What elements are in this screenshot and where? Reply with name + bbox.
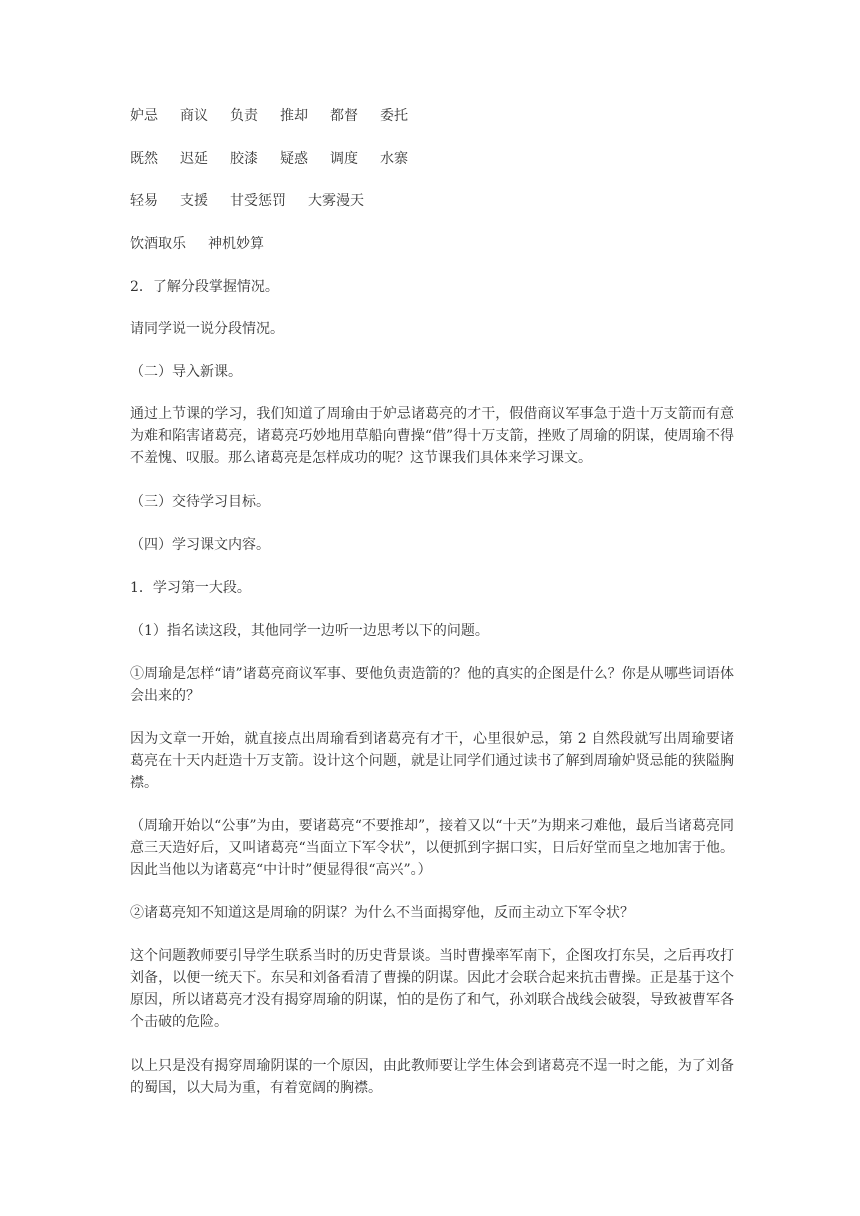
vocab-word: 都督 [330,108,358,124]
answer-paragraph: 以上只是没有揭穿周瑜阴谋的一个原因，由此教师要让学生体会到诸葛亮不逞一时之能，为了刘备的蜀国，以大局为重，有着宽阔的胸襟。 [130,1058,734,1096]
vocab-word: 水寨 [380,151,408,167]
question-paragraph: ①周瑜是怎样“请”诸葛亮商议军事、要他负责造箭的？他的真实的企图是什么？你是从哪些词语体会出来的？ [130,666,734,704]
vocab-word: 妒忌 [130,108,158,124]
answer-paragraph: 因为文章一开始，就直接点出周瑜看到诸葛亮有才干，心里很妒忌，第 2 自然段就写出周瑜要诸葛亮在十天内赶造十万支箭。设计这个问题，就是让同学们通过读书了解到周瑜妒贤忌能的狭隘胸襟。 [130,731,734,791]
vocab-word: 迟延 [180,151,208,167]
vocab-word: 调度 [330,151,358,167]
paragraph: （1）指名读这段，其他同学一边听一边思考以下的问题。 [130,623,489,639]
vocab-word: 轻易 [130,193,158,209]
vocab-word: 商议 [180,108,208,124]
vocab-row-3 [130,190,364,212]
vocab-word: 胶漆 [230,151,258,167]
vocab-word: 委托 [380,108,408,124]
vocab-word: 推却 [280,108,308,124]
vocab-word: 疑惑 [280,151,308,167]
vocab-word: 饮酒取乐 [130,236,186,252]
vocab-row-2 [130,148,408,170]
paragraph: 通过上节课的学习，我们知道了周瑜由于妒忌诸葛亮的才干，假借商议军事急于造十万支箭而有意为难和陷害诸葛亮，诸葛亮巧妙地用草船向曹操“借”得十万支箭，挫败了周瑜的阴谋，使周瑜不得不羞愧、叹服。那么诸葛亮是怎样成功的呢？这节课我们具体来学习课文。 [130,406,734,466]
vocab-word: 甘受惩罚 [230,193,286,209]
answer-note: （周瑜开始以“公事”为由，要诸葛亮“不要推却”，接着又以“十天”为期来刁难他，最后当诸葛亮同意三天造好后，又叫诸葛亮“当面立下军令状”，以便抓到字据口实，日后好堂而皇之地加害于他。因此当他以为诸葛亮“中计时”便显得很“高兴”。） [130,818,734,878]
paragraph: 1．学习第一大段。 [130,580,251,596]
section-heading: （三）交待学习目标。 [130,494,270,510]
vocab-row-4 [130,233,264,255]
vocab-word: 大雾漫天 [308,193,364,209]
paragraph: 2．了解分段掌握情况。 [130,279,279,295]
paragraph: 请同学说一说分段情况。 [130,321,284,337]
vocab-row-1 [130,105,408,127]
vocab-word: 神机妙算 [208,236,264,252]
question-paragraph: ②诸葛亮知不知道这是周瑜的阴谋？为什么不当面揭穿他，反而主动立下军令状？ [130,905,634,921]
section-heading: （四）学习课文内容。 [130,537,270,553]
vocab-word: 既然 [130,151,158,167]
vocab-word: 支援 [180,193,208,209]
vocab-word: 负责 [230,108,258,124]
answer-paragraph: 这个问题教师要引导学生联系当时的历史背景谈。当时曹操率军南下，企图攻打东吴，之后再攻打刘备，以便一统天下。东吴和刘备看清了曹操的阴谋。因此才会联合起来抗击曹操。正是基于这个原因，所以诸葛亮才没有揭穿周瑜的阴谋，怕的是伤了和气，孙刘联合战线会破裂，导致被曹军各个击破的危险。 [130,948,734,1030]
section-heading: （二）导入新课。 [130,364,242,380]
